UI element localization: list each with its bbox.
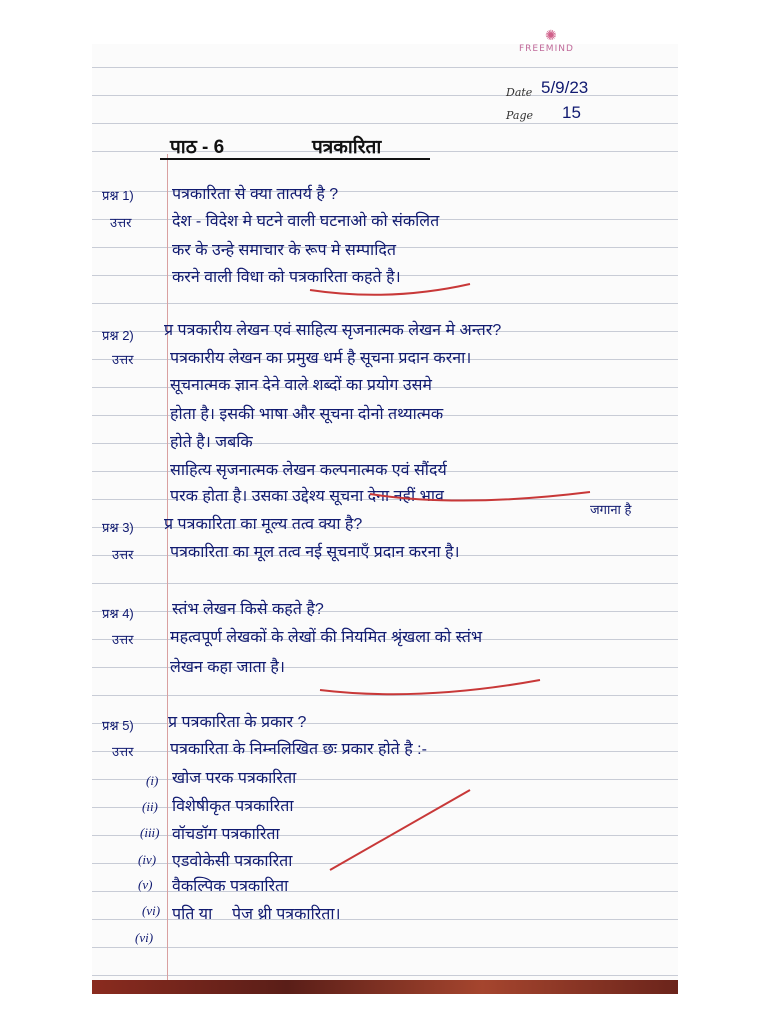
question-text: पत्रकारिता से क्या तात्पर्य है ? [172, 186, 339, 203]
answer-line: देश - विदेश मे घटने वाली घटनाओ को संकलित [172, 213, 440, 230]
red-slash-types [330, 790, 470, 870]
answer-line: पत्रकारीय लेखन का प्रमुख धर्म है सूचना प्रदान करना। [170, 350, 472, 367]
answer-label: उत्तर [110, 215, 132, 230]
list-item-number: (vi) [142, 903, 161, 918]
question-text: प्र पत्रकारीय लेखन एवं साहित्य सृजनात्मक लेखन मे अन्तर? [164, 322, 502, 339]
answer-line: सूचनात्मक ज्ञान देने वाले शब्दों का प्रयोग उसमे [170, 377, 432, 394]
answer-label: उत्तर [112, 547, 134, 562]
answer-line: पत्रकारिता के निम्नलिखित छः प्रकार होते है :- [170, 741, 427, 758]
question-text: प्र पत्रकारिता के प्रकार ? [168, 714, 307, 731]
page-number: 15 [562, 103, 581, 122]
list-item-number: (v) [138, 877, 153, 892]
chapter-number: पाठ - 6 [170, 137, 225, 158]
list-item-number: (iii) [140, 825, 160, 840]
question-text: प्र पत्रकारिता का मूल्य तत्व क्या है? [164, 516, 363, 533]
answer-line: पत्रकारिता का मूल तत्व नई सूचनाएँ प्रदान करना है। [170, 544, 460, 561]
list-item-prefix: पति या [172, 906, 213, 923]
list-item-number: (i) [146, 773, 159, 788]
answer-line: महत्वपूर्ण लेखकों के लेखों की नियमित श्रृंखला को स्तंभ [170, 629, 483, 646]
red-underline-q1 [310, 284, 470, 295]
list-item: वॉचडॉग पत्रकारिता [172, 826, 280, 843]
list-item-number: (iv) [138, 852, 157, 867]
answer-line: साहित्य सृजनात्मक लेखन कल्पनात्मक एवं सौंदर्य [170, 462, 447, 479]
question-label: प्रश्न 5) [102, 718, 134, 733]
answer-label: उत्तर [112, 352, 134, 367]
brand-logo: FREEMIND [519, 44, 574, 54]
answer-line: करने वाली विधा को पत्रकारिता कहते है। [172, 269, 401, 286]
list-item: खोज परक पत्रकारिता [172, 770, 297, 787]
date-label: Date [506, 86, 533, 99]
answer-line: होता है। इसकी भाषा और सूचना दोनो तथ्यात्मक [170, 406, 444, 423]
question-label: प्रश्न 1) [102, 188, 134, 203]
answer-line: लेखन कहा जाता है। [170, 659, 285, 676]
answer-line: परक होता है। उसका उद्देश्य सूचना देना नहीं भाव [170, 488, 444, 505]
page-label: Page [506, 109, 534, 122]
red-underline-q4 [320, 680, 540, 694]
list-item: एडवोकेसी पत्रकारिता [172, 853, 293, 870]
list-item-number: (vi) [135, 930, 154, 945]
answer-line: होते है। जबकि [170, 434, 253, 451]
list-item: वैकल्पिक पत्रकारिता [172, 878, 289, 895]
question-label: प्रश्न 2) [102, 328, 134, 343]
answer-line: जगाना है [590, 502, 632, 517]
chapter-title: पत्रकारिता [312, 137, 382, 158]
brand-sun-icon: ✺ [545, 28, 557, 44]
list-item: विशेषीकृत पत्रकारिता [172, 798, 294, 815]
date-value: 5/9/23 [541, 78, 589, 97]
red-underline-q2 [370, 492, 590, 501]
question-label: प्रश्न 4) [102, 606, 134, 621]
answer-label: उत्तर [112, 632, 134, 647]
answer-label: उत्तर [112, 744, 134, 759]
question-label: प्रश्न 3) [102, 520, 134, 535]
answer-line: कर के उन्हे समाचार के रूप मे सम्पादित [172, 242, 396, 259]
list-item: पेज थ्री पत्रकारिता। [232, 906, 341, 923]
question-text: स्तंभ लेखन किसे कहते है? [172, 601, 324, 618]
list-item-number: (ii) [142, 799, 158, 814]
